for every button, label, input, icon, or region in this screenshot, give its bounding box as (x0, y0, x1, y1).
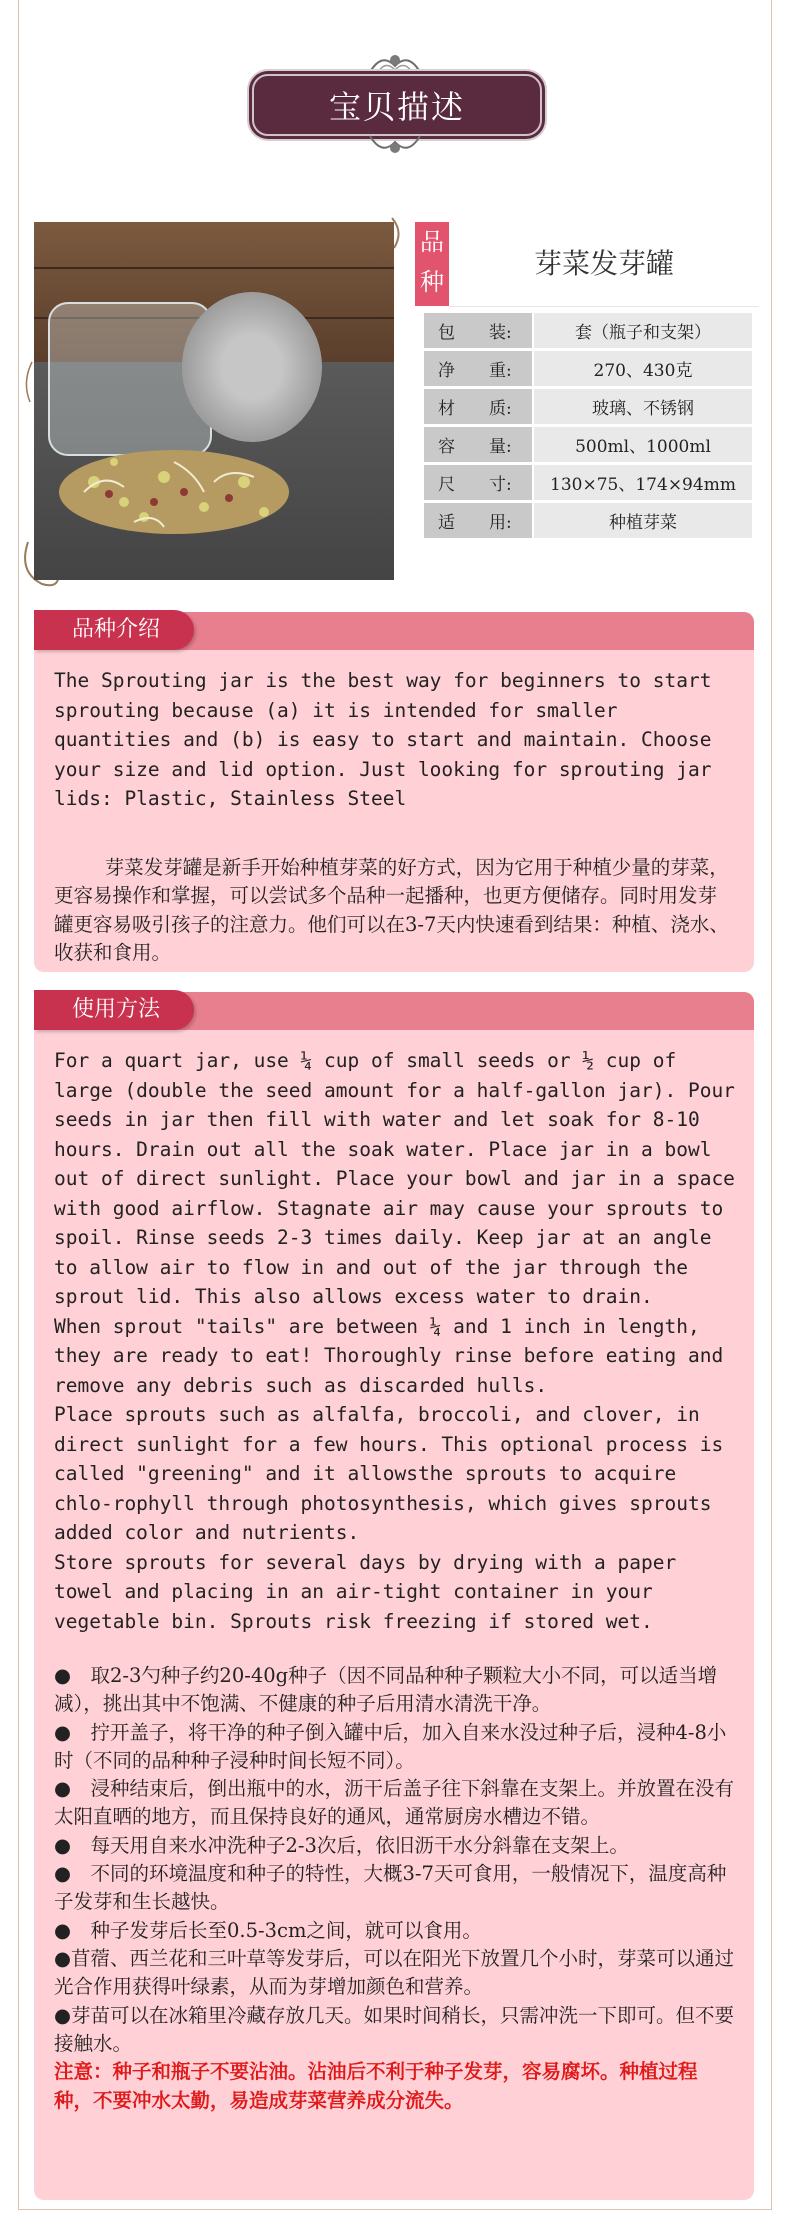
usage-step: ● 种子发芽后长至0.5-3cm之间，就可以食用。 (54, 1918, 482, 1942)
usage-step: ● 取2-3勺种子约20-40g种子（因不同品种种子颗粒大小不同，可以适当增减），挑出其中不饱满、不健康的种子后用清水清洗干净。 (54, 1664, 718, 1716)
spec-key: 适 用: (424, 503, 532, 538)
title-plaque (238, 46, 552, 162)
spec-key: 包 装: (424, 313, 532, 348)
spec-row (424, 465, 752, 500)
usage-step: ● 每天用自来水冲洗种子2-3次后，依旧沥干水分斜靠在支架上。 (54, 1833, 629, 1857)
usage-note: 注意：种子和瓶子不要沾油。沾油后不利于种子发芽，容易腐坏。种植过程种，不要冲水太勤，易造成芽菜营养成分流失。 (54, 2060, 698, 2112)
intro-english: The Sprouting jar is the best way for beginners to start sprouting because (a) it is intended for smaller quantities and (b) is easy to start and maintain. Choose your size and lid option. Just looking for sprouting jar lids: Plastic, Stainless Steel (54, 669, 724, 810)
usage-step: ● 浸种结束后，倒出瓶中的水，沥干后盖子往下斜靠在支架上。并放置在没有太阳直晒的地方，而且保持良好的通风，通常厨房水槽边不错。 (54, 1777, 735, 1829)
usage-step: ●苜蓿、西兰花和三叶草等发芽后，可以在阳光下放置几个小时，芽菜可以通过光合作用获得叶绿素，从而为芽增加颜色和营养。 (54, 1946, 735, 1999)
spec-key: 尺 寸: (424, 465, 532, 500)
page-title: 宝贝描述 (328, 88, 465, 126)
usage-step: ●芽苗可以在冰箱里冷藏存放几天。如果时间稍长，只需冲洗一下即可。但不要接触水。 (54, 2003, 735, 2055)
intro-section (34, 612, 754, 972)
spec-table (424, 313, 752, 541)
product-photo (34, 222, 394, 580)
spec-row (424, 313, 752, 348)
variety-tag: 品种 (415, 222, 449, 306)
spec-value: 套（瓶子和支架） (534, 313, 752, 348)
spec-key: 材 质: (424, 389, 532, 424)
product-name: 芽菜发芽罐 (449, 222, 759, 307)
spec-row (424, 351, 752, 386)
usage-heading: 使用方法 (34, 990, 194, 1030)
spec-value: 270、430克 (534, 351, 752, 386)
ornament-bottom-icon (368, 132, 422, 162)
usage-english-paragraph: For a quart jar, use ¼ cup of small seeds or ½ cup of large (double the seed amount for a half-gallon jar). Pour seeds in jar then fill with water and let soak for 8-10 hours. Drain out all the soak water. Place jar in a bowl out of direct sunlight. Place your bowl and jar in a space with good airflow. Stagnate air may cause your sprouts to spoil. Rinse seeds 2-3 times daily. Keep jar at an angle to allow air to flow in and out of the jar through the sprout lid. This also allows excess water to drain. (54, 1049, 747, 1308)
intro-heading: 品种介绍 (34, 610, 194, 650)
usage-english-paragraph: When sprout "tails" are between ¼ and 1 inch in length, they are ready to eat! Thoroughly rinse before eating and remove any debris such as discarded hulls. (54, 1314, 735, 1397)
spec-row (424, 427, 752, 462)
spec-value: 130×75、174×94mm (534, 465, 752, 500)
usage-step: ● 拧开盖子，将干净的种子倒入罐中后，加入自来水没过种子后，浸种4-8小时（不同的品种种子浸种时间长短不同）。 (54, 1720, 727, 1772)
spec-row (424, 389, 752, 424)
spec-key: 净 重: (424, 351, 532, 386)
spec-value: 500ml、1000ml (534, 427, 752, 462)
intro-chinese: 芽菜发芽罐是新手开始种植芽菜的好方式，因为它用于种植少量的芽菜，更容易操作和掌握，可以尝试多个品种一起播种，也更方便储存。同时用发芽罐更容易吸引孩子的注意力。他们可以在3-7天内快速看到结果：种植、浇水、收获和食用。 (54, 855, 729, 964)
spec-row (424, 503, 752, 538)
usage-step: ● 不同的环境温度和种子的特性，大概3-7天可食用，一般情况下，温度高种子发芽和生长越快。 (54, 1862, 727, 1914)
usage-section (34, 992, 754, 2200)
spec-value: 种植芽菜 (534, 503, 752, 538)
usage-english-paragraph: Store sprouts for several days by drying with a paper towel and placing in an air-tight container in your vegetable bin. Sprouts risk freezing if stored wet. (54, 1550, 688, 1633)
spec-value: 玻璃、不锈钢 (534, 389, 752, 424)
usage-english-paragraph: Place sprouts such as alfalfa, broccoli, and clover, in direct sunlight for a few hours. This optional process is called "greening" and it allowsthe sprouts to acquire chlo-rophyll through photosynthesis, which gives sprouts added color and nutrients. (54, 1403, 735, 1544)
ornament-top-icon (368, 46, 422, 76)
spec-key: 容 量: (424, 427, 532, 462)
